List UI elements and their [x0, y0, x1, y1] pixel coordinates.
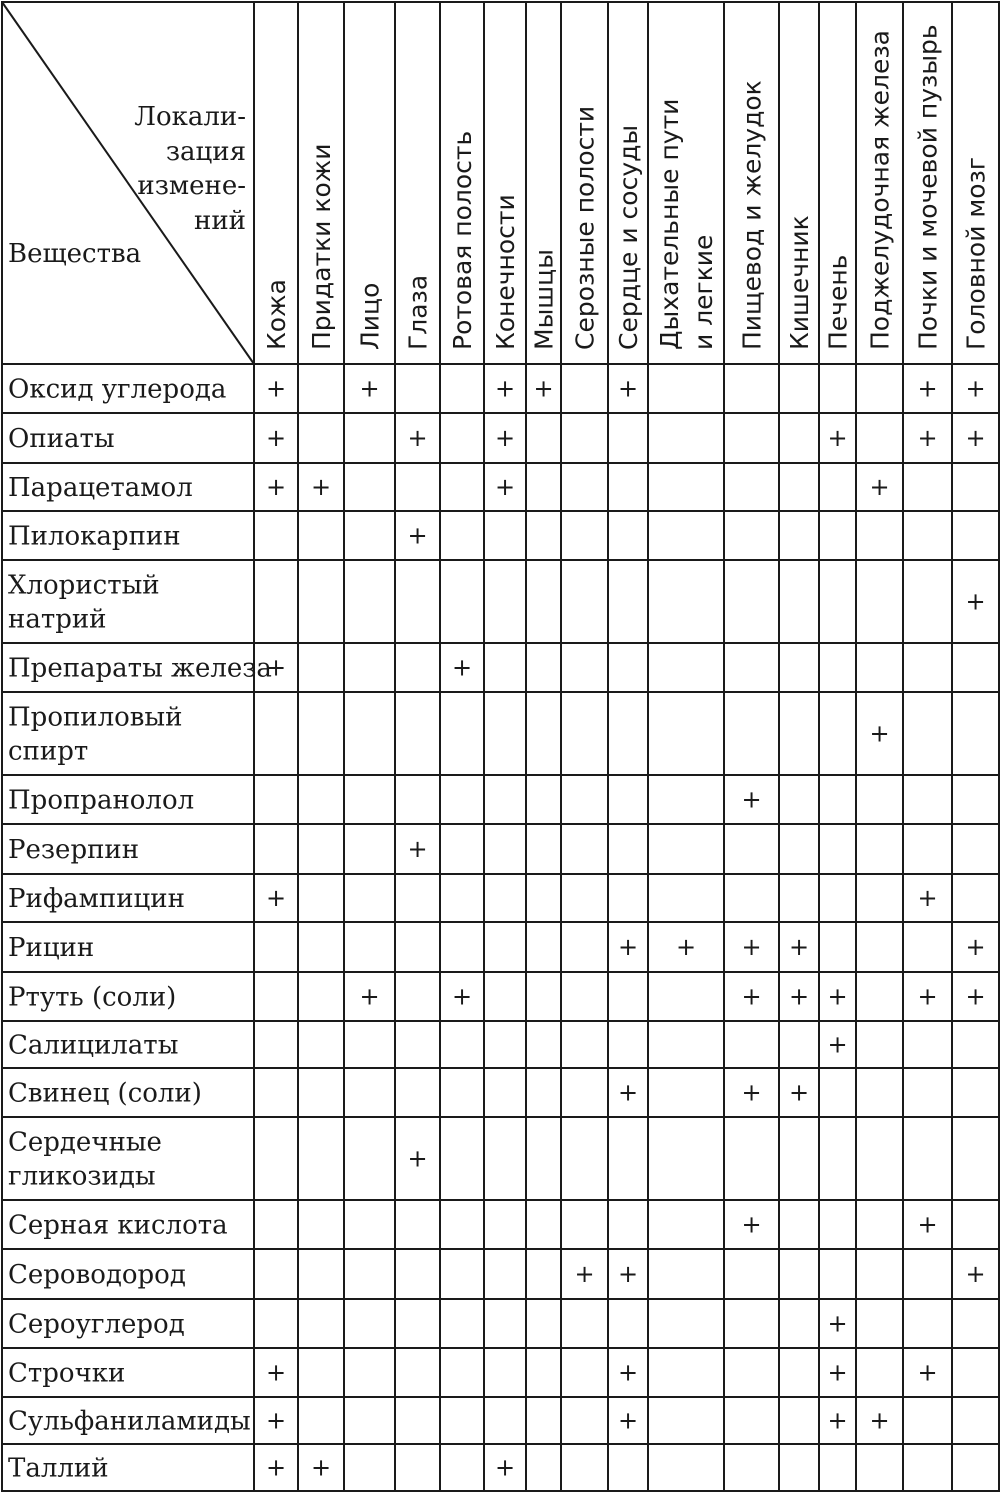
plus-mark: +: [407, 521, 428, 550]
column-header: Глаза: [403, 274, 433, 350]
plus-mark: +: [827, 1406, 848, 1435]
corner-localization-label: зация: [165, 137, 246, 167]
row-label: Рицин: [8, 933, 95, 963]
plus-mark: +: [917, 982, 938, 1011]
column-header: Придатки кожи: [307, 143, 336, 350]
row-label: Парацетамол: [8, 473, 193, 503]
corner-localization-label: ний: [194, 206, 246, 236]
row-label: спирт: [8, 736, 89, 767]
row-label: Хлористый: [8, 570, 160, 601]
row-label: Оксид углерода: [8, 374, 227, 405]
plus-mark: +: [359, 982, 380, 1011]
column-header: Головной мозг: [961, 157, 991, 350]
row-label: Препараты железа: [8, 653, 272, 684]
plus-mark: +: [675, 933, 697, 961]
plus-mark: +: [827, 424, 848, 452]
row-label: Резерпин: [8, 835, 140, 865]
plus-mark: +: [617, 1406, 639, 1435]
plus-mark: +: [265, 374, 287, 403]
plus-mark: +: [917, 1210, 938, 1239]
row-label: Рифампицин: [8, 884, 185, 914]
plus-mark: +: [494, 1453, 516, 1482]
row-label: Ртуть (соли): [8, 982, 177, 1013]
plus-mark: +: [965, 587, 986, 616]
plus-mark: +: [617, 1358, 639, 1387]
row-label: Строчки: [8, 1358, 126, 1389]
row-label: Салицилаты: [8, 1030, 179, 1061]
plus-mark: +: [788, 982, 810, 1011]
plus-mark: +: [965, 424, 986, 452]
plus-mark: +: [617, 374, 639, 403]
plus-mark: +: [827, 1309, 848, 1338]
row-label: Опиаты: [8, 424, 115, 454]
plus-mark: +: [741, 1210, 762, 1239]
row-label: Сероуглерод: [8, 1309, 185, 1340]
plus-mark: +: [965, 374, 986, 403]
column-header: Печень: [823, 254, 853, 350]
plus-mark: +: [310, 473, 332, 501]
plus-mark: +: [494, 424, 516, 452]
row-label: Сульфаниламиды: [8, 1406, 251, 1437]
column-header: Пищевод и желудок: [737, 80, 767, 350]
row-label: Пропиловый: [8, 702, 183, 733]
row-label: Пропранолол: [8, 785, 195, 816]
row-label: Свинец (соли): [8, 1078, 202, 1109]
plus-mark: +: [869, 719, 890, 748]
plus-mark: +: [917, 884, 938, 912]
plus-mark: +: [965, 933, 986, 961]
corner-substances-label: Вещества: [8, 239, 142, 269]
plus-mark: +: [917, 374, 938, 403]
corner-localization-label: измене-: [137, 171, 246, 201]
column-header: Конечности: [491, 194, 520, 350]
plus-mark: +: [617, 1260, 639, 1288]
corner-localization-label: Локали-: [134, 102, 246, 132]
column-header: Сердце и сосуды: [614, 124, 643, 350]
plus-mark: +: [451, 653, 473, 682]
plus-mark: +: [741, 1078, 762, 1107]
plus-mark: +: [827, 982, 848, 1011]
row-label: гликозиды: [8, 1161, 156, 1192]
plus-mark: +: [494, 374, 516, 403]
column-header: Ротовая полость: [448, 130, 477, 350]
plus-mark: +: [788, 1078, 810, 1107]
plus-mark: +: [869, 473, 890, 501]
plus-mark: +: [265, 884, 287, 912]
plus-mark: +: [827, 1358, 848, 1387]
plus-mark: +: [617, 933, 639, 961]
plus-mark: +: [741, 785, 762, 814]
row-label: Таллий: [8, 1453, 109, 1484]
plus-mark: +: [617, 1078, 639, 1107]
plus-mark: +: [310, 1453, 332, 1482]
plus-mark: +: [788, 933, 810, 961]
plus-mark: +: [451, 982, 473, 1011]
row-label: натрий: [8, 604, 107, 635]
plus-mark: +: [265, 653, 287, 682]
plus-mark: +: [533, 374, 554, 403]
plus-mark: +: [265, 473, 287, 501]
plus-mark: +: [265, 424, 287, 452]
plus-mark: +: [741, 933, 762, 961]
column-header: Мышцы: [529, 249, 559, 350]
column-header: Поджелудочная железа: [865, 30, 895, 350]
plus-mark: +: [917, 1358, 938, 1387]
plus-mark: +: [827, 1030, 848, 1059]
plus-mark: +: [265, 1406, 287, 1435]
column-header: Кожа: [262, 279, 291, 350]
plus-mark: +: [965, 982, 986, 1011]
column-header: Серозные полости: [570, 105, 600, 350]
plus-mark: +: [965, 1260, 986, 1288]
column-header: Кишечник: [785, 215, 814, 350]
row-label: Сероводород: [8, 1260, 186, 1290]
column-header: и легкие: [689, 234, 718, 350]
plus-mark: +: [574, 1260, 595, 1288]
column-header: Почки и мочевой пузырь: [913, 24, 943, 350]
plus-mark: +: [494, 473, 516, 501]
plus-mark: +: [407, 424, 428, 452]
plus-mark: +: [407, 1144, 428, 1173]
column-header: Дыхательные пути: [655, 98, 684, 350]
plus-mark: +: [917, 424, 938, 452]
plus-mark: +: [407, 835, 428, 863]
plus-mark: +: [265, 1358, 287, 1387]
plus-mark: +: [869, 1406, 890, 1435]
column-header: Лицо: [355, 282, 385, 350]
row-label: Серная кислота: [8, 1210, 228, 1241]
plus-mark: +: [359, 374, 380, 403]
row-label: Сердечные: [8, 1127, 162, 1158]
plus-mark: +: [265, 1453, 287, 1482]
plus-mark: +: [741, 982, 762, 1011]
row-label: Пилокарпин: [8, 521, 181, 552]
